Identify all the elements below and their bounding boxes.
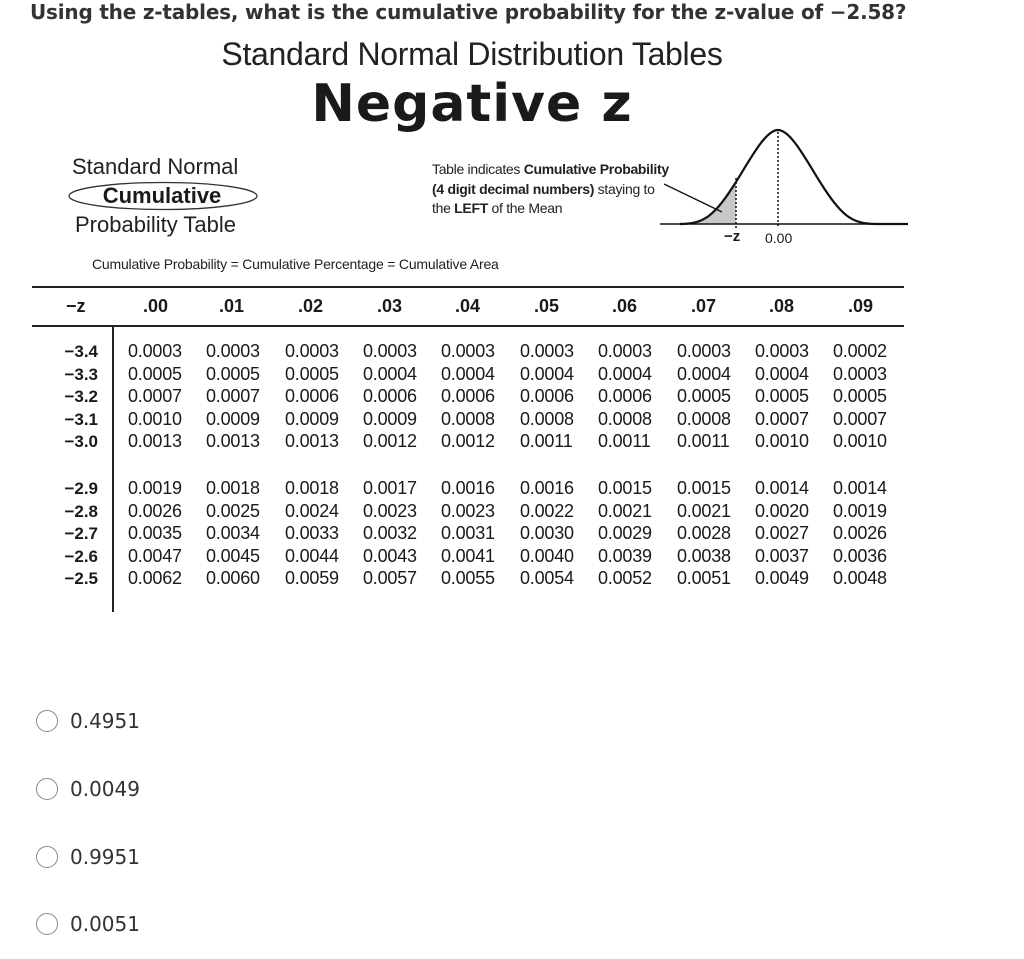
table-cell: 0.0040	[520, 545, 574, 566]
table-cell: 0.0011	[598, 431, 651, 451]
table-cell: 0.0003	[755, 341, 809, 361]
z-row-label: −3.2	[64, 387, 98, 406]
table-cell: 0.0003	[285, 341, 339, 361]
table-cell: 0.0023	[441, 500, 495, 521]
table-cell: 0.0045	[206, 545, 260, 566]
table-cell: 0.0004	[598, 363, 652, 384]
z-row-label: −3.3	[64, 364, 98, 384]
table-cell: 0.0034	[206, 523, 260, 543]
table-cell: 0.0012	[441, 431, 495, 451]
table-cell: 0.0010	[128, 408, 182, 429]
table-cell: 0.0024	[285, 500, 339, 521]
desc-bold-cumprob: Cumulative Probability	[523, 161, 669, 177]
table-cell: 0.0003	[128, 341, 182, 361]
table-cell: 0.0020	[755, 500, 809, 521]
table-cell: 0.0013	[206, 431, 260, 451]
table-cell: 0.0007	[833, 408, 887, 429]
table-cell: 0.0003	[598, 341, 652, 361]
table-vertical-rule	[112, 326, 114, 612]
z-row-label: −3.4	[64, 342, 98, 361]
table-top-rule	[32, 286, 904, 288]
curve-zero-label: 0.00	[765, 230, 793, 246]
column-header: .09	[848, 296, 874, 316]
table-cell: 0.0029	[598, 523, 652, 543]
table-cell: 0.0027	[755, 523, 809, 543]
table-cell: 0.0012	[363, 431, 417, 451]
table-cell: 0.0011	[677, 431, 730, 451]
column-header: .03	[377, 296, 403, 316]
table-cell: 0.0015	[677, 478, 731, 498]
table-cell: 0.0005	[128, 363, 182, 384]
radio-button[interactable]	[36, 913, 58, 935]
answer-option-label[interactable]: 0.4951	[70, 709, 140, 733]
table-cell: 0.0014	[833, 478, 887, 498]
caption-probability-table: Probability Table	[75, 212, 237, 237]
table-cell: 0.0016	[520, 478, 574, 498]
table-cell: 0.0006	[441, 386, 495, 406]
table-cell: 0.0036	[833, 545, 887, 566]
desc-bold-left: LEFT	[454, 200, 488, 216]
table-cell: 0.0010	[755, 431, 809, 451]
table-cell: 0.0004	[520, 363, 574, 384]
table-cell: 0.0021	[598, 500, 652, 521]
z-row-label: −3.0	[64, 432, 98, 451]
table-cell: 0.0043	[363, 545, 417, 566]
table-cell: 0.0033	[285, 523, 339, 543]
table-cell: 0.0002	[833, 341, 887, 361]
table-cell: 0.0035	[128, 523, 182, 543]
desc-pre3: the	[432, 200, 455, 216]
table-subtitle: Negative z	[311, 74, 633, 134]
table-cell: 0.0004	[677, 363, 731, 384]
table-cell: 0.0015	[598, 478, 652, 498]
table-cell: 0.0005	[206, 363, 260, 384]
table-cell: 0.0014	[755, 478, 809, 498]
table-cell: 0.0026	[833, 523, 887, 543]
table-cell: 0.0008	[441, 408, 495, 429]
table-cell: 0.0009	[285, 408, 339, 429]
table-cell: 0.0044	[285, 545, 339, 566]
table-cell: 0.0005	[285, 363, 339, 384]
table-cell: 0.0008	[677, 408, 731, 429]
table-cell: 0.0003	[677, 341, 731, 361]
table-cell: 0.0057	[363, 568, 417, 588]
table-header-rule	[32, 325, 904, 327]
column-header: .05	[534, 296, 560, 316]
question-text: Using the z-tables, what is the cumulative probability for the z-value of −2.58?	[30, 0, 907, 24]
table-cell: 0.0038	[677, 545, 731, 566]
column-header: .07	[691, 296, 717, 316]
column-header: .08	[769, 296, 795, 316]
table-cell: 0.0060	[206, 568, 260, 588]
table-cell: 0.0010	[833, 431, 887, 451]
table-cell: 0.0011	[520, 431, 573, 451]
curve-neg-z-label: −z	[724, 228, 741, 245]
table-cell: 0.0021	[677, 500, 731, 521]
desc-mid: staying to	[594, 180, 655, 197]
table-cell: 0.0016	[441, 478, 495, 498]
desc-bold-digits: (4 digit decimal numbers)	[432, 180, 595, 197]
table-cell: 0.0004	[363, 363, 417, 384]
table-cell: 0.0048	[833, 568, 887, 588]
table-cell: 0.0006	[363, 386, 417, 406]
desc-prefix: Table indicates	[432, 161, 524, 177]
table-cell: 0.0019	[833, 500, 887, 521]
table-cell: 0.0051	[677, 568, 731, 588]
table-cell: 0.0003	[520, 341, 574, 361]
column-header: .06	[612, 296, 638, 316]
table-cell: 0.0003	[363, 341, 417, 361]
table-cell: 0.0022	[520, 500, 574, 521]
table-cell: 0.0003	[441, 341, 495, 361]
table-cell: 0.0054	[520, 568, 574, 588]
table-cell: 0.0007	[128, 386, 182, 406]
column-header: .02	[298, 296, 324, 316]
table-cell: 0.0028	[677, 523, 731, 543]
column-header: .04	[455, 296, 481, 316]
table-cell: 0.0013	[285, 431, 339, 451]
z-row-label: −2.7	[64, 524, 98, 543]
table-cell: 0.0055	[441, 568, 495, 588]
z-row-label: −2.5	[64, 569, 98, 588]
table-cell: 0.0009	[206, 408, 260, 429]
table-cell: 0.0006	[520, 386, 574, 406]
table-cell: 0.0062	[128, 568, 182, 588]
column-header: .01	[219, 296, 245, 316]
table-title: Standard Normal Distribution Tables	[221, 36, 723, 72]
caption-cumulative-ellipse	[67, 181, 259, 211]
answer-option-label[interactable]: 0.0051	[70, 912, 140, 936]
table-cell: 0.0009	[363, 408, 417, 429]
table-description	[432, 160, 669, 219]
table-cell: 0.0031	[441, 523, 495, 543]
table-cell: 0.0003	[833, 363, 887, 384]
table-cell: 0.0039	[598, 545, 652, 566]
z-row-label: −2.6	[64, 546, 98, 566]
table-cell: 0.0049	[755, 568, 809, 588]
table-cell: 0.0013	[128, 431, 182, 451]
table-cell: 0.0003	[206, 341, 260, 361]
desc-post3: of the Mean	[487, 200, 563, 216]
table-cell: 0.0059	[285, 568, 339, 588]
table-cell: 0.0017	[363, 478, 417, 498]
caption-cumulative: Cumulative	[102, 183, 222, 208]
z-row-label: −2.9	[64, 479, 98, 498]
radio-button[interactable]	[36, 778, 58, 800]
table-cell: 0.0004	[441, 363, 495, 384]
answer-option-label[interactable]: 0.0049	[70, 777, 140, 801]
table-cell: 0.0052	[598, 568, 652, 588]
table-cell: 0.0008	[520, 408, 574, 429]
table-cell: 0.0018	[285, 478, 339, 498]
cumulative-definition: Cumulative Probability = Cumulative Percentage = Cumulative Area	[92, 256, 499, 272]
table-cell: 0.0026	[128, 500, 182, 521]
table-cell: 0.0025	[206, 500, 260, 521]
table-cell: 0.0006	[285, 386, 339, 406]
table-cell: 0.0023	[363, 500, 417, 521]
z-row-label: −3.1	[64, 409, 98, 429]
table-cell: 0.0032	[363, 523, 417, 543]
radio-button[interactable]	[36, 710, 58, 732]
table-cell: 0.0006	[598, 386, 652, 406]
table-cell: 0.0047	[128, 545, 182, 566]
table-cell: 0.0005	[833, 386, 887, 406]
z-column-header: −z	[66, 296, 86, 316]
table-cell: 0.0041	[441, 545, 495, 566]
table-cell: 0.0018	[206, 478, 260, 498]
table-cell: 0.0004	[755, 363, 809, 384]
caption-standard-normal: Standard Normal	[72, 154, 239, 179]
table-cell: 0.0007	[206, 386, 260, 406]
table-cell: 0.0007	[755, 408, 809, 429]
table-cell: 0.0037	[755, 545, 809, 566]
table-cell: 0.0019	[128, 478, 182, 498]
column-header: .00	[143, 296, 169, 316]
table-cell: 0.0008	[598, 408, 652, 429]
table-cell: 0.0005	[677, 386, 731, 406]
normal-curve-icon	[640, 120, 910, 235]
table-cell: 0.0005	[755, 386, 809, 406]
z-row-label: −2.8	[64, 501, 98, 521]
answer-option-label[interactable]: 0.9951	[70, 845, 140, 869]
radio-button[interactable]	[36, 846, 58, 868]
table-cell: 0.0030	[520, 523, 574, 543]
